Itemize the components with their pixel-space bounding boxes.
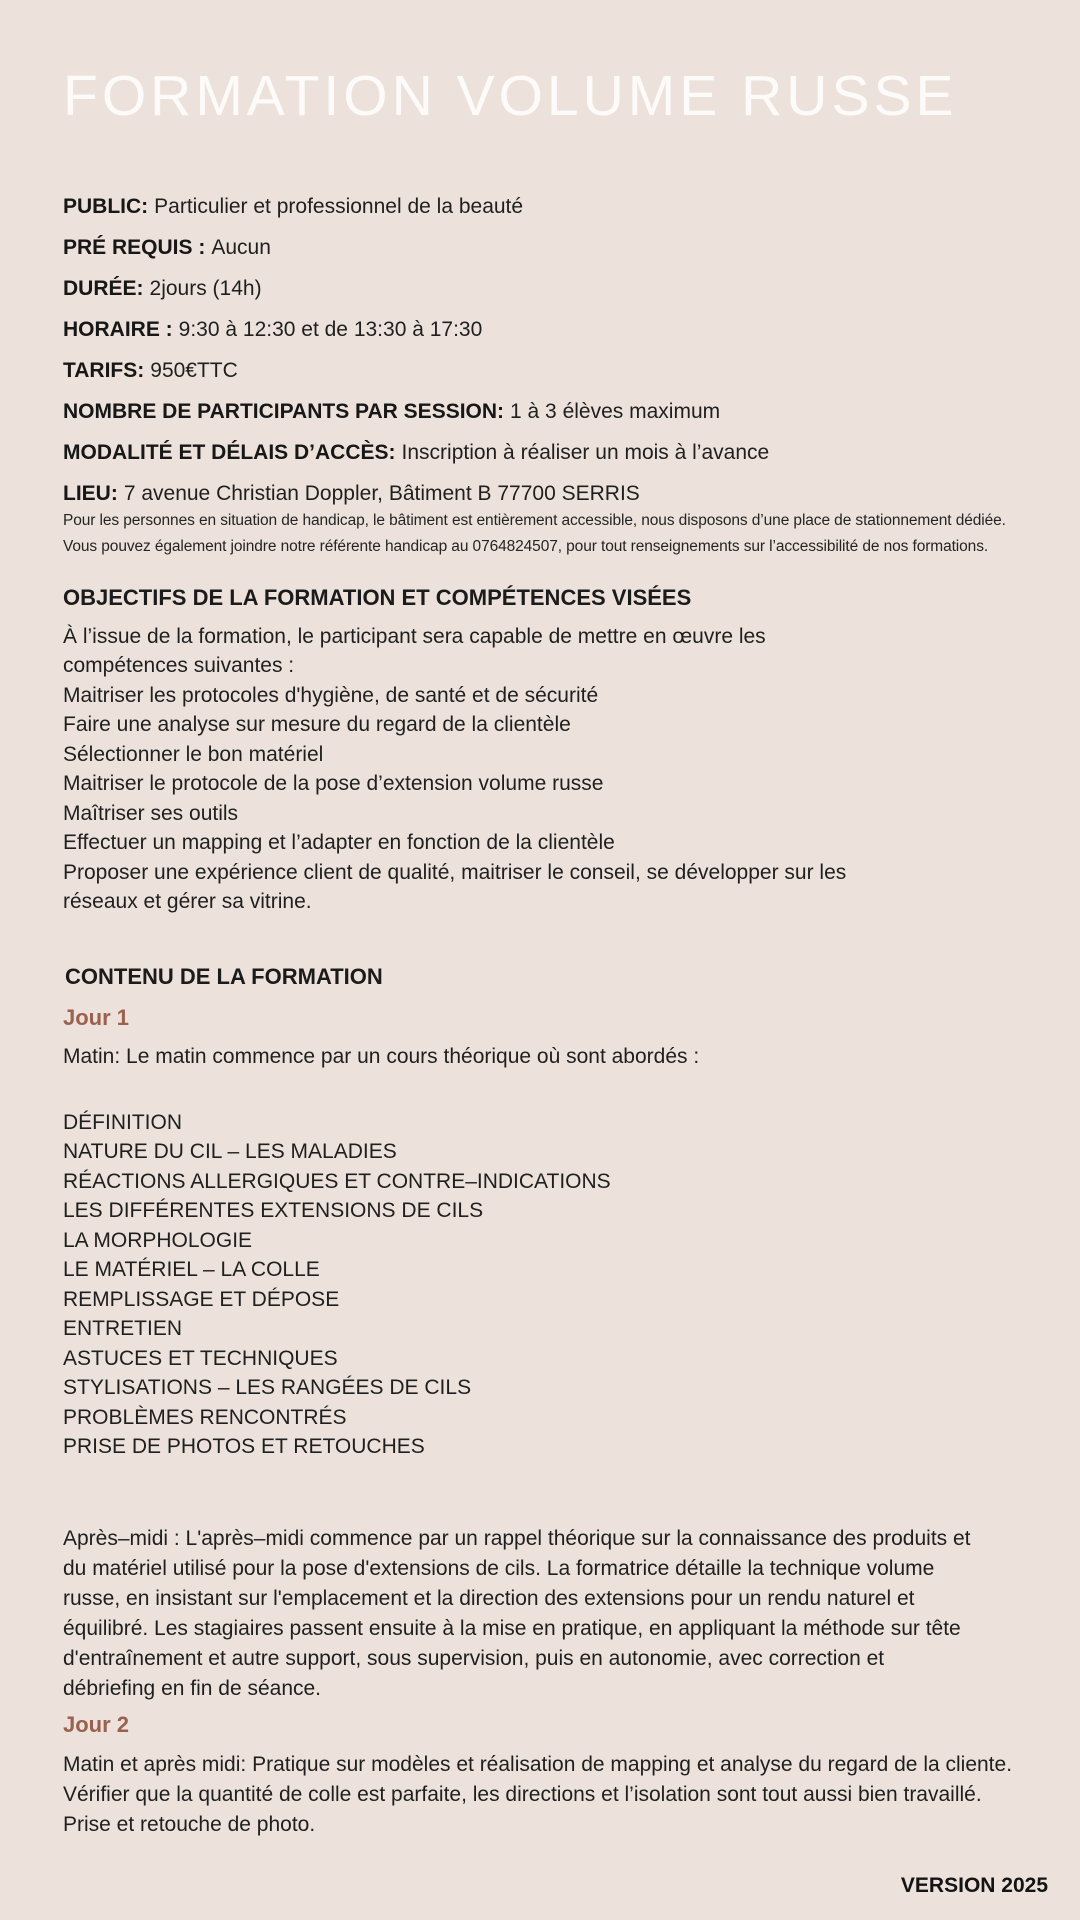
day1-afternoon-line: Après–midi : L'après–midi commence par un rappel théorique sur la connaissance des produits et [63, 1526, 971, 1550]
objectives-line: réseaux et gérer sa vitrine. [63, 890, 312, 914]
info-label: PRÉ REQUIS : [63, 235, 206, 259]
day1-afternoon-line: débriefing en fin de séance. [63, 1676, 322, 1700]
objectives-list [63, 622, 1050, 917]
info-row-modalite [63, 442, 1050, 463]
info-row-tarifs [63, 360, 1050, 381]
day2-paragraph [63, 1750, 1050, 1840]
day1-afternoon-line: équilibré. Les stagiaires passent ensuite à la mise en pratique, en appliquant la méthode sur tête [63, 1616, 961, 1640]
info-label: TARIFS: [63, 358, 145, 382]
info-label: HORAIRE : [63, 317, 173, 341]
topic-item: LA MORPHOLOGIE [63, 1228, 253, 1252]
objectives-line: À l’issue de la formation, le participant sera capable de mettre en œuvre les [63, 624, 766, 648]
info-label: LIEU: [63, 481, 118, 505]
objectives-line: Effectuer un mapping et l’adapter en fonction de la clientèle [63, 831, 615, 855]
topic-item: REMPLISSAGE ET DÉPOSE [63, 1287, 340, 1311]
info-value: Inscription à réaliser un mois à l’avance [401, 440, 770, 464]
objectives-line: Sélectionner le bon matériel [63, 742, 324, 766]
objectives-line: Maitriser les protocoles d'hygiène, de santé et de sécurité [63, 683, 599, 707]
objectives-line: Proposer une expérience client de qualité, maitriser le conseil, se développer sur les [63, 860, 847, 884]
page-title: FORMATION VOLUME RUSSE [63, 64, 958, 128]
objectives-line: Maîtriser ses outils [63, 801, 239, 825]
day2-line: Prise et retouche de photo. [63, 1812, 316, 1836]
info-row-duree [63, 278, 1050, 299]
topic-item: RÉACTIONS ALLERGIQUES ET CONTRE–INDICATIONS [63, 1169, 611, 1193]
content-heading: CONTENU DE LA FORMATION [65, 963, 383, 989]
info-label: NOMBRE DE PARTICIPANTS PAR SESSION: [63, 399, 505, 423]
topic-item: DÉFINITION [63, 1110, 182, 1134]
info-row-horaire [63, 319, 1050, 340]
day1-afternoon-line: russe, en insistant sur l'emplacement et la direction des extensions pour un rendu naturel et [63, 1586, 915, 1610]
info-row-lieu [63, 483, 1050, 504]
info-label: PUBLIC: [63, 194, 149, 218]
version-label: VERSION 2025 [900, 1874, 1048, 1897]
info-row-public [63, 196, 1050, 217]
topic-item: PRISE DE PHOTOS ET RETOUCHES [63, 1435, 425, 1459]
topic-item: LES DIFFÉRENTES EXTENSIONS DE CILS [63, 1199, 484, 1223]
day2-line: Vérifier que la quantité de colle est parfaite, les directions et l’isolation sont tout aussi bien travaillé. [63, 1782, 982, 1806]
info-label: DURÉE: [63, 276, 144, 300]
objectives-line: Faire une analyse sur mesure du regard de la clientèle [63, 713, 571, 737]
objectives-heading: OBJECTIFS DE LA FORMATION ET COMPÉTENCES VISÉES [63, 584, 692, 610]
info-value: 9:30 à 12:30 et de 13:30 à 17:30 [178, 317, 483, 341]
topic-item: PROBLÈMES RENCONTRÉS [63, 1405, 347, 1429]
info-value: 950€TTC [150, 358, 238, 382]
day1-afternoon-line: d'entraînement et autre support, sous supervision, puis en autonomie, avec correction et [63, 1646, 885, 1670]
info-value: Aucun [211, 235, 271, 259]
day2-label: Jour 2 [63, 1711, 130, 1737]
topic-item: LE MATÉRIEL – LA COLLE [63, 1258, 320, 1282]
topic-item: ENTRETIEN [63, 1317, 183, 1341]
day1-afternoon-paragraph [63, 1524, 1050, 1704]
accessibility-note-line: Pour les personnes en situation de handicap, le bâtiment est entièrement accessible, nous disposons d’une place de stationnement dédiée. [63, 511, 1006, 529]
info-row-prerequis [63, 237, 1050, 258]
info-row-participants [63, 401, 1050, 422]
info-label: MODALITÉ ET DÉLAIS D’ACCÈS: [63, 440, 396, 464]
day1-label: Jour 1 [63, 1004, 130, 1030]
info-value: Particulier et professionnel de la beauté [154, 194, 524, 218]
objectives-line: Maitriser le protocole de la pose d’extension volume russe [63, 772, 604, 796]
accessibility-note-line: Vous pouvez également joindre notre référente handicap au 0764824507, pour tout renseignements sur l’accessibilité de nos formations. [63, 537, 989, 555]
day1-topics-list [63, 1108, 1050, 1462]
topic-item: STYLISATIONS – LES RANGÉES DE CILS [63, 1376, 472, 1400]
day1-morning-text: Matin: Le matin commence par un cours théorique où sont abordés : [63, 1044, 700, 1068]
info-value: 1 à 3 élèves maximum [510, 399, 721, 423]
day1-afternoon-line: du matériel utilisé pour la pose d'extensions de cils. La formatrice détaille la technique volume [63, 1556, 935, 1580]
topic-item: NATURE DU CIL – LES MALADIES [63, 1140, 397, 1164]
day2-line: Matin et après midi: Pratique sur modèles et réalisation de mapping et analyse du regard de la cliente. [63, 1752, 1013, 1776]
objectives-line: compétences suivantes : [63, 654, 295, 678]
info-value: 2jours (14h) [149, 276, 262, 300]
info-value: 7 avenue Christian Doppler, Bâtiment B 77700 SERRIS [123, 481, 640, 505]
info-section [63, 196, 1050, 560]
topic-item: ASTUCES ET TECHNIQUES [63, 1346, 338, 1370]
